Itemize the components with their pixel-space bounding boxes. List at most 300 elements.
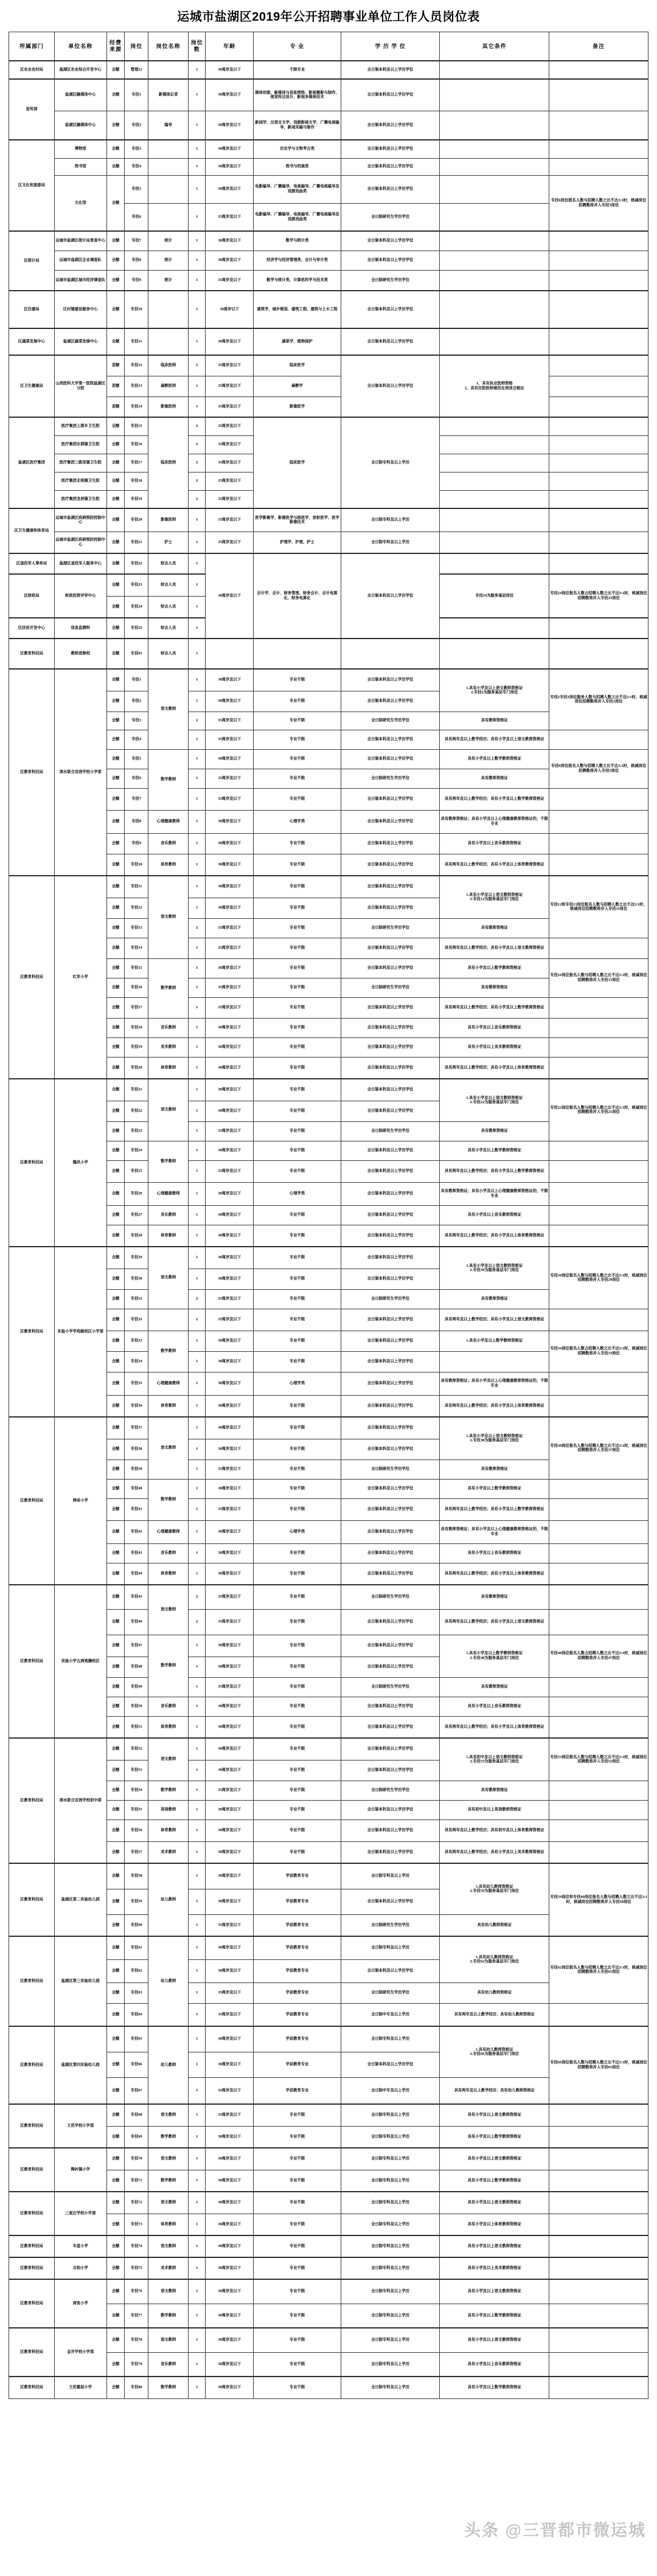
cell-edu: 全日制本科及以上学历学位 [341,1800,440,1819]
cell-num: 1 [189,2077,206,2104]
table-row [9,111,648,140]
cell-pname: 心理健康教师 [148,810,188,833]
cell-edu: 全日制本科及以上学历学位 [341,1738,440,1760]
cell-note [549,2214,648,2235]
cell-major: 专业不限 [254,1657,341,1677]
cell-fund: 全额 [106,1585,125,1609]
cell-post: 专技54 [125,1781,148,1800]
cell-major: 专业不限 [254,2304,341,2328]
cell-num: 1 [189,938,206,958]
cell-major: 专业不限 [254,1800,341,1819]
cell-major: 专业不限 [254,1160,341,1182]
cell-age: 30周岁及以下 [206,1520,254,1543]
cell-age: 30周岁及以下 [206,1182,254,1205]
cell-num: 1 [189,1819,206,1841]
cell-num: 1 [189,1498,206,1520]
cell-num: 1 [189,531,206,553]
cell-edu: 全日制本科及以上学历学位 [341,1520,440,1543]
cell-post: 专技65 [125,2026,148,2052]
cell-other: 具有小学及以上数学教师资格证 [440,2304,549,2328]
cell-other: 具有教师资格证；具有小学及以上心理健康教师资格证的，不限专业 [440,810,549,833]
cell-post: 专技68 [125,2104,148,2126]
cell-post: 专技7 [125,231,148,251]
cell-other: 具有教师资格证 [440,1781,549,1800]
cell-fund: 全额 [106,918,125,938]
cell-post: 专技63 [125,1982,148,2003]
cell-fund: 全额 [106,2257,125,2279]
cell-major: 专业不限 [254,938,341,958]
cell-num: 2 [189,472,206,490]
cell-edu: 全日制本科及以上学历学位 [341,1309,440,1331]
cell-post: 专技21 [125,531,148,553]
cell-dept: 盐湖区医疗集团 [9,417,55,508]
cell-num: 1 [189,1101,206,1121]
cell-major: 专业不限 [254,712,341,730]
cell-note [549,810,648,833]
cell-num: 2 [189,1585,206,1609]
cell-fund: 全额 [106,997,125,1018]
cell-dept: 区文化和旅游局 [9,140,55,231]
cell-post: 专技66 [125,2052,148,2077]
cell-other [440,158,549,175]
cell-fund: 全额 [106,2170,125,2192]
cell-age: 35周岁及以下 [206,270,254,291]
cell-major: 学前教育专业 [254,1889,341,1914]
cell-pname: 统计 [148,270,188,291]
cell-note [549,1018,648,1037]
cell-note [549,2328,648,2352]
cell-num: 1 [189,2052,206,2077]
cell-unit: 车盘小学 [54,2235,106,2257]
cell-pname: 体育教师 [148,2214,188,2235]
cell-pname: 财会人员 [148,553,188,574]
cell-dept: 区教育科技局 [9,1585,55,1738]
cell-note [549,1819,648,1841]
cell-age: 30周岁及以下 [206,2352,254,2377]
cell-post: 专技17 [125,454,148,472]
cell-unit: 红军小学 [54,876,106,1079]
cell-post: 专技5 [125,749,148,769]
cell-num: 1 [189,1635,206,1657]
cell-num: 1 [189,1657,206,1677]
table-row [9,140,648,158]
cell-edu: 全日制本科及以上学历学位 [341,61,440,79]
cell-pname [148,203,188,231]
cell-major: 专业不限 [254,898,341,918]
cell-age: 30周岁及以下 [206,1205,254,1225]
cell-unit: 运城市盐湖区疾病预防控制中心 [54,508,106,531]
cell-pname: 语文教师 [148,2104,188,2126]
cell-dept: 区教育科技局 [9,2279,55,2328]
cell-num: 1 [189,1057,206,1079]
cell-num: 1 [189,788,206,810]
cell-age: 30周岁及以下 [206,1889,254,1914]
cell-other: 具有教师资格证 [440,769,549,788]
cell-post: 专技31 [125,1289,148,1309]
cell-fund: 全额 [106,1697,125,1716]
table-row [9,669,648,691]
cell-post: 专技8 [125,251,148,270]
cell-major: 专业不限 [254,1395,341,1417]
column-header-unit: 单位名称 [54,32,106,61]
cell-fund: 全额 [106,1269,125,1289]
cell-num: 1 [189,1351,206,1372]
cell-num: 1 [189,958,206,978]
cell-major: 心理学类 [254,1372,341,1395]
cell-fund: 全额 [106,2148,125,2170]
table-row [9,2026,648,2052]
cell-age: 30周岁及以下 [206,175,254,203]
cell-major: 学前教育专业 [254,1914,341,1936]
cell-edu: 全日制本科及以上学历学位 [341,1889,440,1914]
cell-note: 专技30岗位报名人数与招聘人数之比不达3:1时，核减岗位招聘数将并入专技29岗位 [549,1247,648,1309]
cell-num: 1 [189,291,206,328]
cell-pname: 心理健康教师 [148,1372,188,1395]
cell-major: 数学与统计类、计算机科学与技术类 [254,270,341,291]
cell-major: 专业不限 [254,1101,341,1121]
cell-dept: 区扶贫开发中心 [9,618,55,639]
cell-other: 具有两年及以上教学经历；具有小学及以上语文教师资格证 [440,730,549,749]
cell-note [549,1225,648,1247]
cell-major: 专业不限 [254,1585,341,1609]
cell-major: 专业不限 [254,918,341,938]
cell-note: 专技24岗位报名人数占招聘人数之比不达3:1时，核减岗位招聘数将并入专技23岗位 [549,574,648,618]
cell-fund: 全额 [106,328,125,355]
cell-major: 学前教育专业 [254,1982,341,2003]
cell-fund: 全额 [106,1863,125,1889]
cell-pname: 体育教师 [148,1225,188,1247]
cell-note [549,472,648,490]
cell-major: 专业不限 [254,2328,341,2352]
table-row [9,175,648,203]
cell-edu: 全日制专科及以上学历 [341,2352,440,2377]
cell-edu: 全日制本科及以上学历学位 [341,1351,440,1372]
cell-dept: 区教育科技局 [9,2148,55,2192]
cell-other [440,175,549,203]
cell-unit: 山西医科大学第一医院盐湖区分院 [54,355,106,417]
cell-unit: 运城市盐湖区城市经济调查队 [54,270,106,291]
cell-pname: 数学教师 [148,958,188,1018]
cell-major: 数学与统计类 [254,231,341,251]
cell-major: 临床医学 [254,417,341,508]
cell-fund: 全额 [106,1351,125,1372]
cell-pname: 音乐教师 [148,1697,188,1716]
cell-pname: 影像医师 [148,508,188,531]
cell-major: 学前教育专业 [254,2077,341,2104]
cell-major: 专业不限 [254,1269,341,1289]
column-header-edu: 学 历 学 位 [341,32,440,61]
cell-note [549,1609,648,1635]
cell-post: 专技1 [125,669,148,691]
cell-note [549,938,648,958]
cell-fund: 全额 [106,490,125,508]
column-header-other: 其它条件 [440,32,549,61]
cell-age: 35周岁及以下 [206,417,254,435]
cell-fund: 全额 [106,2104,125,2126]
cell-fund: 全额 [106,2003,125,2026]
cell-post: 专技26 [125,1182,148,1205]
cell-num: 1 [189,2170,206,2192]
watermark [464,2517,646,2541]
cell-pname: 音乐教师 [148,1018,188,1037]
cell-pname: 麻醉医师 [148,376,188,396]
cell-pname: 语文教师 [148,876,188,958]
cell-num: 1 [189,1543,206,1563]
cell-note: 专技12和专技13岗位报名人数与招聘人数之比不达3:1时，核减岗位招聘数将并入专技11岗位 [549,876,648,938]
table-row [9,158,648,175]
cell-pname [148,140,188,158]
cell-major: 专业不限 [254,788,341,810]
cell-pname [148,1309,188,1331]
cell-pname: 财会人员 [148,574,188,596]
cell-other: 具有幼儿教师资格证 [440,1914,549,1936]
cell-edu: 全日制本科及以上学历学位 [341,1417,440,1439]
cell-major: 专业不限 [254,1563,341,1585]
cell-fund: 全额 [106,1395,125,1417]
cell-fund: 全额 [106,2077,125,2104]
cell-num: 1 [189,2377,206,2398]
cell-fund: 全额 [106,553,125,574]
cell-num: 1 [189,1372,206,1395]
cell-fund: 全额 [106,574,125,596]
cell-num: 1 [189,1863,206,1889]
table-row [9,2279,648,2304]
cell-fund: 全额 [106,61,125,79]
cell-edu: 全日制中专及以上学历 [341,2003,440,2026]
cell-note: 专技59岗位和专技60岗位报名人数与招聘人数之比不达3:1时，核减岗位招聘数将并入专技58岗位 [549,1863,648,1936]
cell-num: 1 [189,574,206,596]
cell-dept: 区教育科技局 [9,639,55,669]
cell-post: 专技58 [125,1863,148,1889]
cell-fund: 差额 [106,376,125,396]
cell-num: 1 [189,175,206,203]
cell-edu: 全日制本科及以上学历学位 [341,788,440,810]
cell-major: 专业不限 [254,1225,341,1247]
cell-pname: 财会人员 [148,639,188,669]
cell-edu: 全日制专科及以上学历 [341,2257,440,2279]
cell-post: 专技70 [125,2148,148,2170]
cell-dept: 区教育科技局 [9,1738,55,1863]
cell-other: 具有教师资格证；具有小学及以上心理健康教师资格证的，不限专业 [440,1520,549,1543]
cell-num: 1 [189,396,206,417]
cell-major: 媒体创意、新媒体与信息网络、影视摄影与制作、视觉传达设计、影视多媒体技术 [254,79,341,111]
cell-major: 学前教育专业 [254,1959,341,1982]
cell-pname: 语文教师 [148,2192,188,2214]
cell-major: 专业不限 [254,1760,341,1781]
cell-edu: 全日制本科及以上学历学位 [341,251,440,270]
cell-other: 具有小学及以上语文教师资格证 [440,2235,549,2257]
cell-post: 管理12 [125,61,148,79]
cell-edu: 全日制本科及以上学历学位 [341,1018,440,1037]
cell-unit: 魏风小学 [54,1079,106,1247]
cell-edu: 全日制研究生学历学位 [341,918,440,938]
cell-pname: 美术教师 [148,2257,188,2279]
cell-post: 专技48 [125,1657,148,1677]
cell-major: 专业不限 [254,1331,341,1351]
cell-other: 具有两年及以上教学经历；具有小学及以上数学教师资格证 [440,788,549,810]
cell-num: 1 [189,1037,206,1057]
cell-num: 1 [189,2328,206,2352]
cell-dept: 区卫生健康和体育局 [9,508,55,553]
cell-post: 专技75 [125,2257,148,2279]
cell-post: 专技34 [125,1351,148,1372]
cell-post: 专技20 [125,1057,148,1079]
cell-edu: 全日制本科及以上学历学位 [341,1269,440,1289]
cell-pname [148,291,188,328]
cell-edu: 全日制本科及以上学历学位 [341,1760,440,1781]
cell-post: 专技12 [125,898,148,918]
cell-edu: 全日制本科及以上学历学位 [341,1439,440,1459]
cell-pname: 语文教师 [148,669,188,749]
cell-fund: 全额 [106,2192,125,2214]
cell-num: 1 [189,2352,206,2377]
cell-post: 专技13 [125,918,148,938]
cell-pname: 数学教师 [148,2377,188,2398]
cell-major: 新闻学、汉语言文学、戏剧影视文学、广播电视编导、新闻采编与制作 [254,111,341,140]
cell-age: 35周岁及以下 [206,435,254,454]
cell-other: 具有两年及以上教学经历；具有小学及以上体育教师资格证 [440,1716,549,1738]
cell-note [549,111,648,140]
cell-other: 具有两年及以上教学经历；具有小学及以上体育教师资格证 [440,854,549,876]
cell-num: 1 [189,1247,206,1269]
cell-other: 具有小学及以上美术教师资格证 [440,1037,549,1057]
cell-pname: 语文教师 [148,1247,188,1309]
cell-major: 专业不限 [254,2352,341,2377]
cell-age: 35周岁及以下 [206,1914,254,1936]
cell-other: 专技24为服务基层岗位 [440,574,549,618]
cell-fund: 全额 [106,1716,125,1738]
cell-edu: 全日制研究生学历学位 [341,769,440,788]
cell-post: 专技21 [125,1079,148,1101]
cell-post: 专技5 [125,175,148,203]
cell-other: 具有两年及以上教学经历；具有小学及以上语文教师资格证 [440,938,549,958]
cell-fund: 全额 [106,2052,125,2077]
cell-pname: 体育教师 [148,1057,188,1079]
cell-num: 5 [189,355,206,376]
cell-other [440,618,549,639]
cell-unit: 涑水联合双语学校初中部 [54,1738,106,1863]
cell-post: 专技6 [125,769,148,788]
cell-age: 35周岁及以下 [206,1498,254,1520]
cell-unit: 席张小学 [54,2279,106,2328]
cell-note [549,1677,648,1697]
cell-num: 1 [189,854,206,876]
cell-post: 专技4 [125,158,148,175]
cell-post: 专技1 [125,79,148,111]
cell-major: 学前教育专业 [254,1936,341,1959]
cell-edu: 全日制专科及以上学历 [341,1936,440,1959]
cell-fund: 全额 [106,1309,125,1331]
cell-post: 专技13 [125,376,148,396]
cell-dept: 区教育科技局 [9,2328,55,2377]
cell-other [440,231,549,251]
cell-pname [148,175,188,203]
cell-dept: 区教育科技局 [9,2104,55,2148]
cell-unit: 陶村镇小学 [54,2148,106,2192]
cell-other: 具有小学及以上音乐教师资格证 [440,1697,549,1716]
cell-edu: 全日制专科及以上学历 [341,1863,440,1889]
cell-note: 专技6岗位报名人数与招聘人数之比不达3:1时，核减岗位招聘数将并入专技5岗位 [549,749,648,788]
cell-edu: 全日制本科及以上学历学位 [341,1657,440,1677]
cell-unit: 信息监测科 [54,618,106,639]
cell-major: 心理学类 [254,810,341,833]
cell-unit: 医疗集团三路里镇卫生院 [54,454,106,472]
cell-num: 1 [189,1079,206,1101]
cell-note [549,270,648,291]
cell-other: 具有教师资格证 [440,712,549,730]
table-row [9,291,648,328]
cell-edu: 全日制本科及以上学历学位 [341,231,440,251]
table-row [9,2148,648,2170]
table-header [9,32,648,61]
cell-major: 心理学类 [254,1520,341,1543]
cell-major: 护理学、护理、护士 [254,531,341,553]
cell-num: 1 [189,1395,206,1417]
cell-fund: 全额 [106,508,125,531]
cell-fund: 全额 [106,618,125,639]
cell-other [440,251,549,270]
cell-note: 专技48岗位报名人数占招聘人数之比不达3:1时，核减岗位招聘数将并入专技47岗位 [549,1635,648,1677]
cell-num: 1 [189,1225,206,1247]
cell-fund: 全额 [106,691,125,712]
cell-age: 35周岁及以下 [206,1160,254,1182]
cell-age: 30周岁及以下 [206,691,254,712]
cell-age: 30周岁及以下 [206,1479,254,1498]
cell-note: 专技6岗位报名人数与招聘人数之比不达3:1时，核减岗位招聘数将并入专技5岗位 [549,175,648,231]
cell-num: 1 [189,2257,206,2279]
cell-edu: 全日制专科及以上学历 [341,508,440,531]
cell-age: 30周岁及以下 [206,1247,254,1269]
column-header-pname: 岗位名称 [148,32,188,61]
cell-post: 专技3 [125,140,148,158]
cell-pname: 美术教师 [148,1037,188,1057]
cell-other: 具有小学及以上音乐教师资格证 [440,1018,549,1037]
cell-other [440,639,549,669]
cell-post: 专技38 [125,1439,148,1459]
cell-post: 专技76 [125,2279,148,2304]
cell-age: 30周岁及以下 [206,2328,254,2352]
cell-post: 专技45 [125,1585,148,1609]
cell-major: 电影编导、广播编导、电视编导、广播电视编导及戏剧戏曲类 [254,175,341,203]
cell-num: 1 [189,1841,206,1863]
cell-dept: 区教育科技局 [9,2192,55,2235]
cell-age: 30周岁及以下 [206,958,254,978]
cell-fund: 全额 [106,1498,125,1520]
cell-age: 35周岁及以下 [206,396,254,417]
cell-edu: 全日制本科及以上学历学位 [341,1057,440,1079]
cell-age: 35周岁及以下 [206,769,254,788]
cell-num: 1 [189,810,206,833]
cell-num: 1 [189,2214,206,2235]
cell-age: 35周岁及以下 [206,2077,254,2104]
cell-num: 1 [189,997,206,1018]
table-row [9,1079,648,1101]
cell-edu: 全日制研究生学历学位 [341,1585,440,1609]
cell-num: 1 [189,140,206,158]
cell-edu: 全日制本科及以上学历学位 [341,111,440,140]
cell-major: 专业不限 [254,1635,341,1657]
cell-unit: 盐湖区融媒体中心 [54,79,106,111]
cell-unit: 运城市盐湖区疾病预防控制中心 [54,531,106,553]
cell-other: 1.具有小学及以上语文教师资格证 2.专技12为服务基层专门岗位 [440,876,549,918]
cell-unit: 盐湖区第四实验幼儿园 [54,2026,106,2104]
cell-note: 专技16岗位报名人数与招聘人数之比不达3:1时，核减岗位招聘数将并入专技15岗位 [549,958,648,997]
cell-num: 1 [189,2148,206,2170]
cell-age: 30周岁及以下 [206,1800,254,1819]
cell-fund: 全额 [106,898,125,918]
cell-edu: 全日制本科及以上学历学位 [341,158,440,175]
cell-post: 专技77 [125,2304,148,2328]
